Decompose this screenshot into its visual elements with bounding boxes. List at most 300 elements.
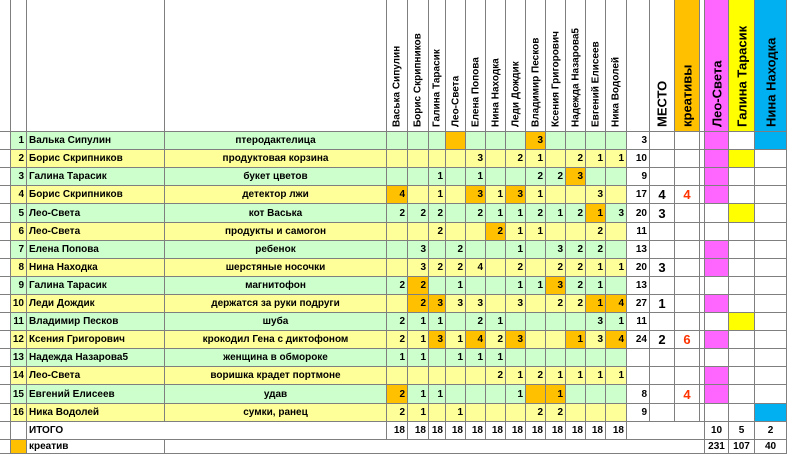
row-creative <box>675 150 700 168</box>
judge-cell[interactable] <box>705 367 729 385</box>
vote-cell[interactable] <box>466 367 486 385</box>
author-name: Валька Сипулин <box>27 132 165 150</box>
vote-cell[interactable] <box>526 259 546 277</box>
judge-cell[interactable] <box>755 168 787 186</box>
vote-cell[interactable] <box>526 313 546 331</box>
voter-header-11-label: Евгений Елисеев <box>590 41 601 127</box>
judge-cell[interactable] <box>755 204 787 223</box>
vote-cell[interactable]: 4 <box>606 295 627 313</box>
column-total: 18 <box>466 422 486 440</box>
vote-cell[interactable] <box>408 168 429 186</box>
judge-cell[interactable] <box>705 259 729 277</box>
vote-cell[interactable] <box>466 223 486 241</box>
vote-cell[interactable] <box>387 295 408 313</box>
vote-cell[interactable]: 1 <box>586 204 606 223</box>
vote-cell[interactable]: 2 <box>586 223 606 241</box>
vote-cell[interactable]: 1 <box>526 277 546 295</box>
vote-cell[interactable] <box>429 150 446 168</box>
judge-cell[interactable] <box>755 367 787 385</box>
vote-cell[interactable] <box>586 349 606 367</box>
judge-cell[interactable] <box>755 295 787 313</box>
vote-cell[interactable]: 1 <box>546 367 566 385</box>
vote-cell[interactable]: 1 <box>586 367 606 385</box>
judge-cell[interactable] <box>755 150 787 168</box>
judge-cell[interactable] <box>705 150 729 168</box>
judge-cell[interactable] <box>755 223 787 241</box>
judge-cell[interactable] <box>755 259 787 277</box>
judge-cell[interactable] <box>755 349 787 367</box>
row-creative <box>675 277 700 295</box>
vote-cell[interactable] <box>526 331 546 349</box>
judge-cell[interactable] <box>705 241 729 259</box>
vote-cell[interactable] <box>486 168 506 186</box>
vote-cell[interactable]: 2 <box>526 204 546 223</box>
judge-cell[interactable] <box>729 150 755 168</box>
judge-cell[interactable] <box>705 404 729 422</box>
vote-cell[interactable]: 1 <box>586 259 606 277</box>
row-creative <box>675 259 700 277</box>
vote-cell[interactable]: 3 <box>466 186 486 204</box>
vote-cell[interactable] <box>446 168 466 186</box>
judge-cell[interactable] <box>755 277 787 295</box>
vote-cell[interactable]: 3 <box>526 132 546 150</box>
vote-cell[interactable]: 1 <box>446 349 466 367</box>
vote-cell[interactable] <box>566 186 586 204</box>
vote-cell[interactable]: 1 <box>546 204 566 223</box>
vote-cell[interactable]: 1 <box>429 186 446 204</box>
vote-cell[interactable] <box>429 404 446 422</box>
vote-cell[interactable] <box>446 385 466 404</box>
vote-cell[interactable]: 1 <box>486 186 506 204</box>
vote-cell[interactable] <box>486 132 506 150</box>
vote-cell[interactable]: 1 <box>506 385 526 404</box>
voter-header-1 <box>387 0 408 132</box>
vote-cell[interactable] <box>606 186 627 204</box>
voter-header-11 <box>586 0 606 132</box>
judge-creative-score: 40 <box>755 440 787 454</box>
entry-title: шуба <box>165 313 387 331</box>
vote-cell[interactable] <box>408 132 429 150</box>
judge-cell[interactable] <box>705 331 729 349</box>
vote-cell[interactable]: 2 <box>566 204 586 223</box>
row-margin <box>0 367 11 385</box>
judge-cell[interactable] <box>729 204 755 223</box>
vote-cell[interactable]: 2 <box>546 168 566 186</box>
vote-cell[interactable] <box>566 313 586 331</box>
vote-cell[interactable] <box>387 168 408 186</box>
vote-cell[interactable]: 1 <box>566 331 586 349</box>
voter-header-2 <box>408 0 429 132</box>
vote-cell[interactable] <box>446 223 466 241</box>
vote-cell[interactable]: 2 <box>408 295 429 313</box>
vote-cell[interactable] <box>506 404 526 422</box>
vote-cell[interactable]: 1 <box>506 204 526 223</box>
row-total: 8 <box>627 385 650 404</box>
vote-cell[interactable] <box>506 168 526 186</box>
vote-cell[interactable]: 1 <box>606 150 627 168</box>
vote-cell[interactable] <box>546 349 566 367</box>
vote-cell[interactable]: 2 <box>506 259 526 277</box>
vote-cell[interactable]: 2 <box>526 404 546 422</box>
judge-cell[interactable] <box>729 385 755 404</box>
vote-cell[interactable] <box>429 241 446 259</box>
vote-cell[interactable]: 4 <box>466 331 486 349</box>
vote-cell[interactable]: 2 <box>466 204 486 223</box>
vote-cell[interactable]: 1 <box>606 313 627 331</box>
vote-cell[interactable] <box>486 241 506 259</box>
vote-cell[interactable] <box>526 241 546 259</box>
vote-cell[interactable] <box>429 132 446 150</box>
vote-cell[interactable]: 1 <box>586 277 606 295</box>
judge-cell[interactable] <box>729 313 755 331</box>
vote-cell[interactable] <box>586 132 606 150</box>
author-name: Ника Водолей <box>27 404 165 422</box>
vote-cell[interactable] <box>486 404 506 422</box>
vote-cell[interactable]: 1 <box>429 313 446 331</box>
author-name: Борис Скрипников <box>27 186 165 204</box>
vote-cell[interactable]: 1 <box>408 331 429 349</box>
voter-header-3 <box>429 0 446 132</box>
vote-cell[interactable] <box>606 241 627 259</box>
vote-cell[interactable] <box>586 404 606 422</box>
author-name: Елена Попова <box>27 241 165 259</box>
vote-cell[interactable] <box>486 277 506 295</box>
vote-cell[interactable]: 3 <box>506 186 526 204</box>
vote-cell[interactable]: 1 <box>486 349 506 367</box>
vote-cell[interactable]: 2 <box>566 259 586 277</box>
judge-header-1-label: Лео-Света <box>709 60 724 127</box>
row-place: 3 <box>650 259 675 277</box>
judge-cell[interactable] <box>729 331 755 349</box>
judge-cell[interactable] <box>729 277 755 295</box>
vote-cell[interactable] <box>446 367 466 385</box>
vote-cell[interactable] <box>466 277 486 295</box>
vote-cell[interactable] <box>606 404 627 422</box>
judge-cell[interactable] <box>729 241 755 259</box>
vote-cell[interactable]: 1 <box>526 223 546 241</box>
vote-cell[interactable] <box>566 349 586 367</box>
row-total: 13 <box>627 277 650 295</box>
vote-cell[interactable] <box>486 259 506 277</box>
vote-cell[interactable]: 1 <box>526 150 546 168</box>
judge-cell[interactable] <box>729 404 755 422</box>
judge-cell[interactable] <box>755 132 787 150</box>
judge-total: 10 <box>705 422 729 440</box>
vote-cell[interactable] <box>408 223 429 241</box>
vote-cell[interactable]: 2 <box>429 204 446 223</box>
vote-cell[interactable]: 1 <box>566 367 586 385</box>
vote-cell[interactable] <box>446 313 466 331</box>
row-total <box>627 349 650 367</box>
vote-cell[interactable]: 1 <box>446 331 466 349</box>
vote-cell[interactable]: 3 <box>429 295 446 313</box>
vote-cell[interactable]: 2 <box>566 277 586 295</box>
judge-cell[interactable] <box>705 295 729 313</box>
vote-cell[interactable]: 2 <box>546 259 566 277</box>
vote-cell[interactable]: 3 <box>606 204 627 223</box>
vote-cell[interactable]: 1 <box>408 313 429 331</box>
vote-cell[interactable] <box>387 259 408 277</box>
vote-cell[interactable]: 3 <box>408 259 429 277</box>
vote-cell[interactable] <box>606 277 627 295</box>
vote-cell[interactable]: 3 <box>566 168 586 186</box>
vote-cell[interactable]: 2 <box>486 367 506 385</box>
vote-cell[interactable] <box>446 204 466 223</box>
vote-cell[interactable] <box>566 404 586 422</box>
author-name: Борис Скрипников <box>27 150 165 168</box>
vote-cell[interactable] <box>546 150 566 168</box>
vote-cell[interactable]: 2 <box>408 277 429 295</box>
vote-cell[interactable]: 2 <box>387 331 408 349</box>
vote-cell[interactable]: 1 <box>408 349 429 367</box>
judge-cell[interactable] <box>729 186 755 204</box>
vote-cell[interactable]: 3 <box>586 331 606 349</box>
entry-title: шерстяные носочки <box>165 259 387 277</box>
row-total: 20 <box>627 204 650 223</box>
judge-cell[interactable] <box>705 277 729 295</box>
header-corner-num <box>0 0 11 132</box>
judge-cell[interactable] <box>705 313 729 331</box>
vote-cell[interactable] <box>546 313 566 331</box>
vote-cell[interactable]: 1 <box>408 404 429 422</box>
vote-cell[interactable] <box>566 385 586 404</box>
vote-cell[interactable]: 2 <box>446 241 466 259</box>
vote-cell[interactable]: 4 <box>466 259 486 277</box>
judge-cell[interactable] <box>729 367 755 385</box>
row-place: 3 <box>650 204 675 223</box>
row-place: 2 <box>650 331 675 349</box>
vote-cell[interactable] <box>546 132 566 150</box>
vote-cell[interactable]: 2 <box>566 295 586 313</box>
vote-cell[interactable] <box>606 385 627 404</box>
entry-title: крокодил Гена с диктофоном <box>165 331 387 349</box>
judge-cell[interactable] <box>755 241 787 259</box>
row-margin <box>0 223 11 241</box>
vote-cell[interactable] <box>486 385 506 404</box>
judge-cell[interactable] <box>705 223 729 241</box>
row-total: 11 <box>627 223 650 241</box>
row-number: 9 <box>11 277 27 295</box>
vote-cell[interactable] <box>429 367 446 385</box>
judge-cell[interactable] <box>705 349 729 367</box>
judge-cell[interactable] <box>755 404 787 422</box>
vote-cell[interactable]: 2 <box>466 313 486 331</box>
judge-cell[interactable] <box>729 259 755 277</box>
voter-header-12 <box>606 0 627 132</box>
judge-cell[interactable] <box>755 186 787 204</box>
vote-cell[interactable]: 1 <box>408 385 429 404</box>
vote-cell[interactable] <box>566 223 586 241</box>
vote-cell[interactable]: 2 <box>387 204 408 223</box>
entry-title: сумки, ранец <box>165 404 387 422</box>
vote-cell[interactable]: 3 <box>429 331 446 349</box>
judge-cell[interactable] <box>755 331 787 349</box>
vote-cell[interactable]: 3 <box>506 331 526 349</box>
place-header-label: МЕСТО <box>654 80 670 127</box>
vote-cell[interactable] <box>606 349 627 367</box>
vote-cell[interactable] <box>408 150 429 168</box>
judge-cell[interactable] <box>729 349 755 367</box>
vote-cell[interactable]: 4 <box>387 186 408 204</box>
vote-cell[interactable] <box>546 186 566 204</box>
vote-cell[interactable] <box>466 404 486 422</box>
vote-cell[interactable]: 2 <box>526 367 546 385</box>
vote-cell[interactable]: 2 <box>566 150 586 168</box>
vote-cell[interactable] <box>506 313 526 331</box>
vote-cell[interactable]: 2 <box>546 295 566 313</box>
judge-cell[interactable] <box>755 385 787 404</box>
row-creative: 4 <box>675 186 700 204</box>
vote-cell[interactable]: 2 <box>387 277 408 295</box>
vote-cell[interactable] <box>586 385 606 404</box>
vote-cell[interactable] <box>408 367 429 385</box>
vote-cell[interactable]: 3 <box>586 186 606 204</box>
vote-cell[interactable]: 1 <box>606 367 627 385</box>
vote-cell[interactable]: 1 <box>446 277 466 295</box>
vote-cell[interactable]: 2 <box>486 331 506 349</box>
vote-cell[interactable]: 2 <box>566 241 586 259</box>
row-number: 1 <box>11 132 27 150</box>
vote-cell[interactable]: 1 <box>506 223 526 241</box>
vote-cell[interactable]: 1 <box>486 204 506 223</box>
vote-cell[interactable] <box>526 295 546 313</box>
vote-cell[interactable]: 1 <box>586 295 606 313</box>
vote-cell[interactable]: 3 <box>408 241 429 259</box>
vote-cell[interactable]: 2 <box>387 385 408 404</box>
vote-cell[interactable]: 2 <box>408 204 429 223</box>
vote-cell[interactable]: 1 <box>526 186 546 204</box>
vote-cell[interactable]: 3 <box>466 150 486 168</box>
vote-cell[interactable] <box>526 385 546 404</box>
vote-cell[interactable] <box>546 331 566 349</box>
voter-header-12-label: Ника Водолей <box>610 56 622 127</box>
vote-cell[interactable] <box>466 132 486 150</box>
judge-total: 5 <box>729 422 755 440</box>
vote-cell[interactable]: 2 <box>429 259 446 277</box>
judge-cell[interactable] <box>705 385 729 404</box>
vote-cell[interactable]: 1 <box>446 404 466 422</box>
vote-cell[interactable]: 2 <box>429 223 446 241</box>
judge-cell[interactable] <box>705 204 729 223</box>
row-creative <box>675 132 700 150</box>
row-total: 17 <box>627 186 650 204</box>
judge-total: 2 <box>755 422 787 440</box>
vote-cell[interactable] <box>506 349 526 367</box>
place-header <box>650 0 675 132</box>
vote-cell[interactable]: 2 <box>526 168 546 186</box>
vote-cell[interactable]: 1 <box>506 367 526 385</box>
vote-cell[interactable] <box>526 349 546 367</box>
vote-cell[interactable] <box>429 349 446 367</box>
vote-cell[interactable] <box>486 150 506 168</box>
judge-cell[interactable] <box>705 186 729 204</box>
vote-cell[interactable]: 2 <box>486 223 506 241</box>
vote-cell[interactable]: 3 <box>586 313 606 331</box>
vote-cell[interactable] <box>387 223 408 241</box>
vote-cell[interactable]: 1 <box>546 385 566 404</box>
judge-cell[interactable] <box>729 295 755 313</box>
vote-cell[interactable]: 2 <box>546 404 566 422</box>
vote-cell[interactable] <box>586 168 606 186</box>
author-name: Леди Дождик <box>27 295 165 313</box>
vote-cell[interactable]: 3 <box>446 295 466 313</box>
vote-cell[interactable] <box>486 295 506 313</box>
vote-cell[interactable]: 2 <box>506 150 526 168</box>
author-name: Надежда Назарова5 <box>27 349 165 367</box>
row-place <box>650 168 675 186</box>
vote-cell[interactable] <box>429 277 446 295</box>
vote-cell[interactable] <box>408 186 429 204</box>
entry-title: букет цветов <box>165 168 387 186</box>
vote-cell[interactable]: 3 <box>546 241 566 259</box>
vote-cell[interactable]: 2 <box>446 259 466 277</box>
vote-cell[interactable]: 1 <box>586 150 606 168</box>
vote-cell[interactable] <box>566 132 586 150</box>
judge-cell[interactable] <box>755 313 787 331</box>
vote-cell[interactable]: 1 <box>387 349 408 367</box>
vote-cell[interactable]: 3 <box>506 295 526 313</box>
vote-cell[interactable]: 1 <box>429 168 446 186</box>
vote-cell[interactable] <box>606 223 627 241</box>
voter-header-3-label: Галина Тарасик <box>431 49 443 127</box>
vote-cell[interactable] <box>506 132 526 150</box>
vote-cell[interactable] <box>546 223 566 241</box>
column-total: 18 <box>387 422 408 440</box>
judge-cell[interactable] <box>729 132 755 150</box>
vote-cell[interactable]: 2 <box>586 241 606 259</box>
judge-cell[interactable] <box>729 168 755 186</box>
vote-cell[interactable] <box>387 367 408 385</box>
vote-cell[interactable]: 1 <box>486 313 506 331</box>
vote-cell[interactable]: 1 <box>429 385 446 404</box>
judge-cell[interactable] <box>705 132 729 150</box>
vote-cell[interactable] <box>466 241 486 259</box>
vote-cell[interactable] <box>606 132 627 150</box>
vote-cell[interactable] <box>466 385 486 404</box>
vote-cell[interactable]: 4 <box>606 331 627 349</box>
vote-cell[interactable]: 1 <box>606 259 627 277</box>
vote-cell[interactable]: 2 <box>387 313 408 331</box>
entry-title: воришка крадет портмоне <box>165 367 387 385</box>
creative-header-label: креативы <box>679 64 695 127</box>
vote-cell[interactable] <box>446 132 466 150</box>
row-margin <box>0 404 11 422</box>
vote-cell[interactable]: 1 <box>506 277 526 295</box>
vote-cell[interactable]: 1 <box>506 241 526 259</box>
voter-header-10-label: Надежда Назарова5 <box>570 28 581 127</box>
vote-cell[interactable]: 2 <box>387 404 408 422</box>
row-total: 13 <box>627 241 650 259</box>
voter-header-2-label: Борис Скрипников <box>412 33 424 127</box>
row-creative <box>675 204 700 223</box>
vote-cell[interactable] <box>387 241 408 259</box>
vote-cell[interactable] <box>446 186 466 204</box>
vote-cell[interactable] <box>387 132 408 150</box>
vote-cell[interactable]: 3 <box>466 295 486 313</box>
vote-cell[interactable] <box>606 168 627 186</box>
entry-title: держатся за руки подруги <box>165 295 387 313</box>
vote-cell[interactable]: 1 <box>466 349 486 367</box>
judge-cell[interactable] <box>729 223 755 241</box>
vote-cell[interactable] <box>387 150 408 168</box>
row-place <box>650 150 675 168</box>
vote-cell[interactable]: 3 <box>546 277 566 295</box>
vote-cell[interactable]: 1 <box>466 168 486 186</box>
judge-cell[interactable] <box>705 168 729 186</box>
vote-cell[interactable] <box>446 150 466 168</box>
totals-num <box>11 422 27 440</box>
row-total: 20 <box>627 259 650 277</box>
